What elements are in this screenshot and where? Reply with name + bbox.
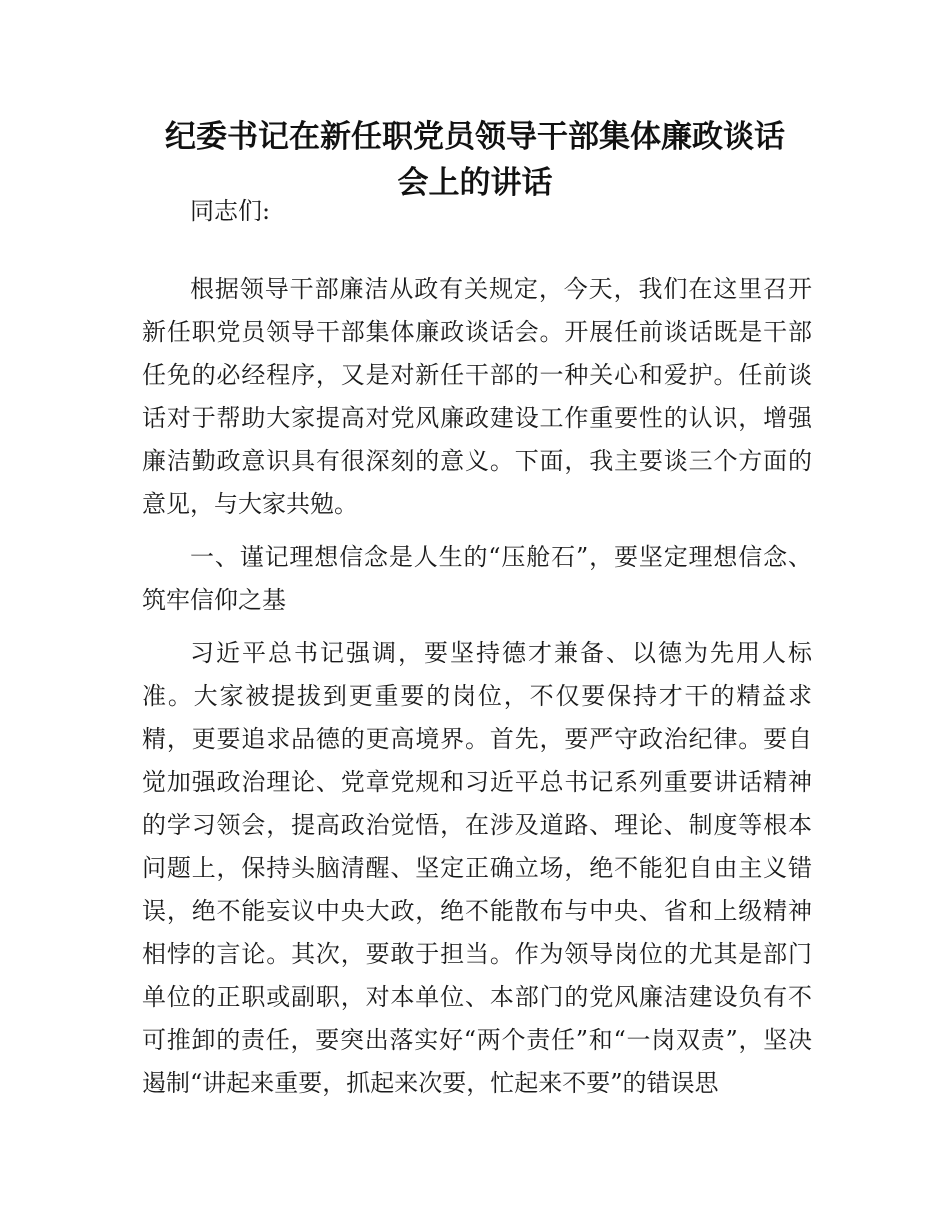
title-line-2: 会上的讲话: [397, 165, 553, 201]
paragraph-section-1: 习近平总书记强调，要坚持德才兼备、以德为先用人标准。大家被提拔到更重要的岗位，不仅要保持才干的精益求精，更要追求品德的更高境界。首先，要严守政治纪律。要自觉加强政治理论、党章党规和习近平总书记系列重要讲话精神的学习领会，提高政治觉悟，在涉及道路、理论、制度等根本问题上，保持头脑清醒、坚定正确立场，绝不能犯自由主义错误，绝不能妄议中央大政，绝不能散布与中央、省和上级精神相悖的言论。其次，要敢于担当。作为领导岗位的尤其是部门单位的正职或副职，对本单位、本部门的党风廉洁建设负有不可推卸的责任，要突出落实好“两个责任”和“一岗双责”，坚决遏制“讲起来重要，抓起来次要，忙起来不要”的错误思: [142, 639, 812, 1097]
title-line-1: 纪委书记在新任职党员领导干部集体廉政谈话: [165, 119, 785, 155]
greeting: 同志们:: [190, 197, 271, 225]
paragraph-intro: 根据领导干部廉洁从政有关规定，今天，我们在这里召开新任职党员领导干部集体廉政谈话会。开展任前谈话既是干部任免的必经程序，又是对新任干部的一种关心和爱护。任前谈话对于帮助大家提高对党风廉政建设工作重要性的认识，增强廉洁勤政意识具有很深刻的意义。下面，我主要谈三个方面的意见，与大家共勉。: [142, 275, 812, 518]
section-heading-1: 一、谨记理想信念是人生的“压舱石”，要坚定理想信念、筑牢信仰之基: [142, 543, 812, 614]
